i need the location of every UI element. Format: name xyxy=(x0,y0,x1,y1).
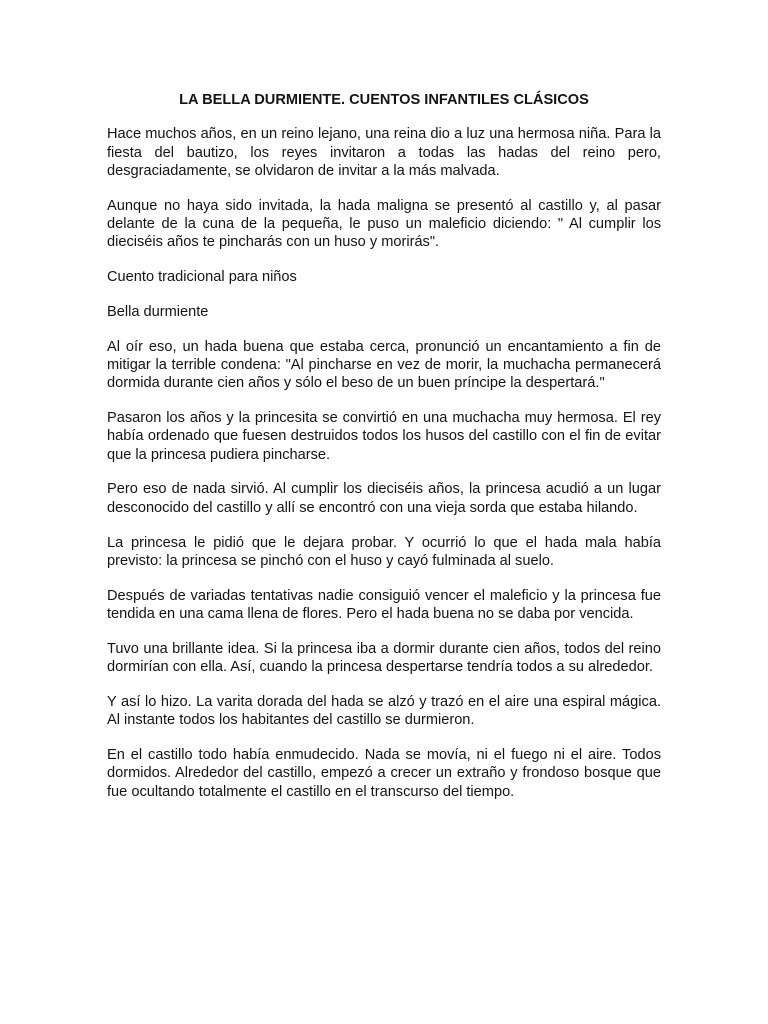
paragraph: En el castillo todo había enmudecido. Nada se movía, ni el fuego ni el aire. Todos dormidos. Alrededor del castillo, empezó a crecer un extraño y frondoso bosque que fue ocultando totalmente el castillo en el transcurso del tiempo. xyxy=(107,746,661,800)
paragraph: Hace muchos años, en un reino lejano, una reina dio a luz una hermosa niña. Para la fiesta del bautizo, los reyes invitaron a todas las hadas del reino pero, desgraciadamente, se olvidaron de invitar a la más malvada. xyxy=(107,126,661,179)
paragraph: Después de variadas tentativas nadie consiguió vencer el maleficio y la princesa fue tendida en una cama llena de flores. Pero el hada buena no se daba por vencida. xyxy=(107,587,661,622)
paragraph: Cuento tradicional para niños xyxy=(107,269,297,286)
paragraph: Bella durmiente xyxy=(107,303,209,320)
paragraph: Y así lo hizo. La varita dorada del hada se alzó y trazó en el aire una espiral mágica. Al instante todos los habitantes del castillo se durmieron. xyxy=(107,693,661,729)
document-title: LA BELLA DURMIENTE. CUENTOS INFANTILES CLÁSICOS xyxy=(179,92,589,108)
paragraph: Tuvo una brillante idea. Si la princesa iba a dormir durante cien años, todos del reino dormirían con ella. Así, cuando la princesa despertarse tendría todos a su alrededor. xyxy=(107,640,661,676)
paragraph: Pero eso de nada sirvió. Al cumplir los dieciséis años, la princesa acudió a un lugar desconocido del castillo y allí se encontró con una vieja sorda que estaba hilando. xyxy=(107,481,661,516)
paragraph: Al oír eso, un hada buena que estaba cerca, pronunció un encantamiento a fin de mitigar la terrible condena: "Al pincharse en vez de morir, la muchacha permanecerá dormida durante cien años y sólo el beso de un buen príncipe la despertará." xyxy=(107,338,661,392)
paragraph: Aunque no haya sido invitada, la hada maligna se presentó al castillo y, al pasar delante de la cuna de la pequeña, le puso un maleficio diciendo: " Al cumplir los dieciséis años te pincharás con un huso y morirás". xyxy=(107,197,661,251)
paragraph: La princesa le pidió que le dejara probar. Y ocurrió lo que el hada mala había previsto: la princesa se pinchó con el huso y cayó fulminada al suelo. xyxy=(107,534,661,569)
paragraph: Pasaron los años y la princesita se convirtió en una muchacha muy hermosa. El rey había ordenado que fuesen destruidos todos los husos del castillo con el fin de evitar que la princesa pudiera pincharse. xyxy=(107,410,661,463)
document-page xyxy=(107,91,661,801)
